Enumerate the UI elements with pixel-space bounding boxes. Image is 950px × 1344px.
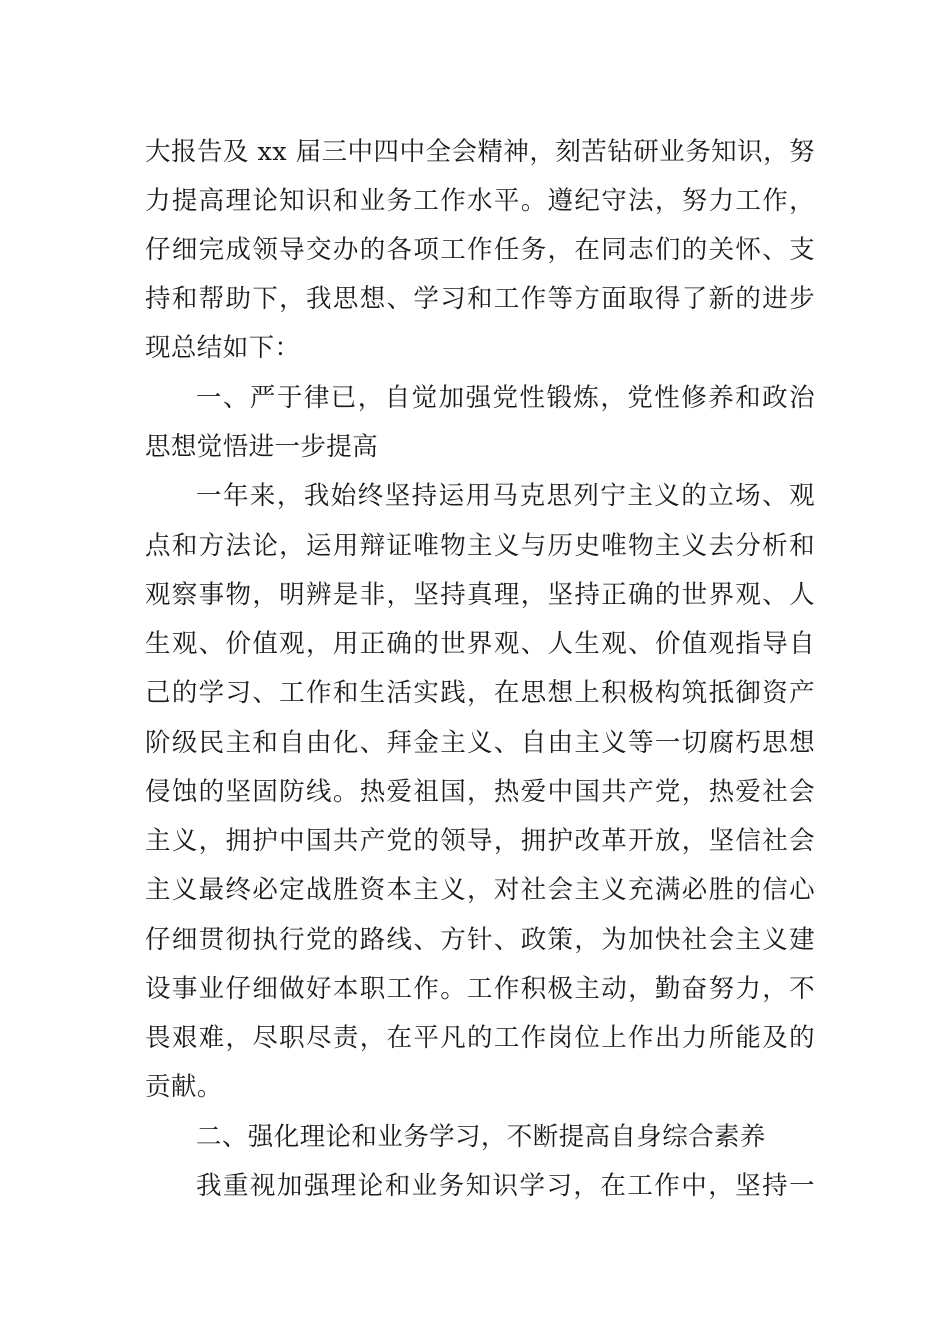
paragraph-line: 持和帮助下，我思想、学习和工作等方面取得了新的进步 <box>145 284 815 314</box>
paragraph-line: 力提高理论知识和业务工作水平。遵纪守法，努力工作， <box>145 186 815 216</box>
paragraph-line: 阶级民主和自由化、拜金主义、自由主义等一切腐朽思想 <box>145 728 815 758</box>
paragraph-line: 仔细完成领导交办的各项工作任务，在同志们的关怀、支 <box>145 235 815 265</box>
paragraph-line: 贡献。 <box>145 1072 223 1102</box>
paragraph-line: 我重视加强理论和业务知识学习，在工作中，坚持一 <box>196 1171 815 1201</box>
section-heading-1: 一、严于律已，自觉加强党性锻炼，党性修养和政治 <box>196 383 815 413</box>
section-heading-1-continued: 思想觉悟进一步提高 <box>145 432 379 462</box>
paragraph-line: 观察事物，明辨是非，坚持真理，坚持正确的世界观、人 <box>145 580 815 610</box>
paragraph-line: 一年来，我始终坚持运用马克思列宁主义的立场、观 <box>196 481 815 511</box>
paragraph-line: 主义，拥护中国共产党的领导，拥护改革开放，坚信社会 <box>145 826 815 856</box>
paragraph-line: 生观、价值观，用正确的世界观、人生观、价值观指导自 <box>145 629 815 659</box>
paragraph-line: 设事业仔细做好本职工作。工作积极主动，勤奋努力，不 <box>145 974 815 1004</box>
paragraph-line: 畏艰难，尽职尽责，在平凡的工作岗位上作出力所能及的 <box>145 1023 815 1053</box>
paragraph-line: 现总结如下： <box>145 333 301 363</box>
paragraph-line: 主义最终必定战胜资本主义，对社会主义充满必胜的信心 <box>145 875 815 905</box>
paragraph-line: 侵蚀的坚固防线。热爱祖国，热爱中国共产党，热爱社会 <box>145 777 815 807</box>
paragraph-line: 大报告及 xx 届三中四中全会精神，刻苦钻研业务知识，努 <box>145 137 815 167</box>
paragraph-line: 点和方法论，运用辩证唯物主义与历史唯物主义去分析和 <box>145 531 815 561</box>
paragraph-line: 己的学习、工作和生活实践，在思想上积极构筑抵御资产 <box>145 678 815 708</box>
paragraph-line: 仔细贯彻执行党的路线、方针、政策，为加快社会主义建 <box>145 925 815 955</box>
section-heading-2: 二、强化理论和业务学习，不断提高自身综合素养 <box>196 1122 766 1152</box>
